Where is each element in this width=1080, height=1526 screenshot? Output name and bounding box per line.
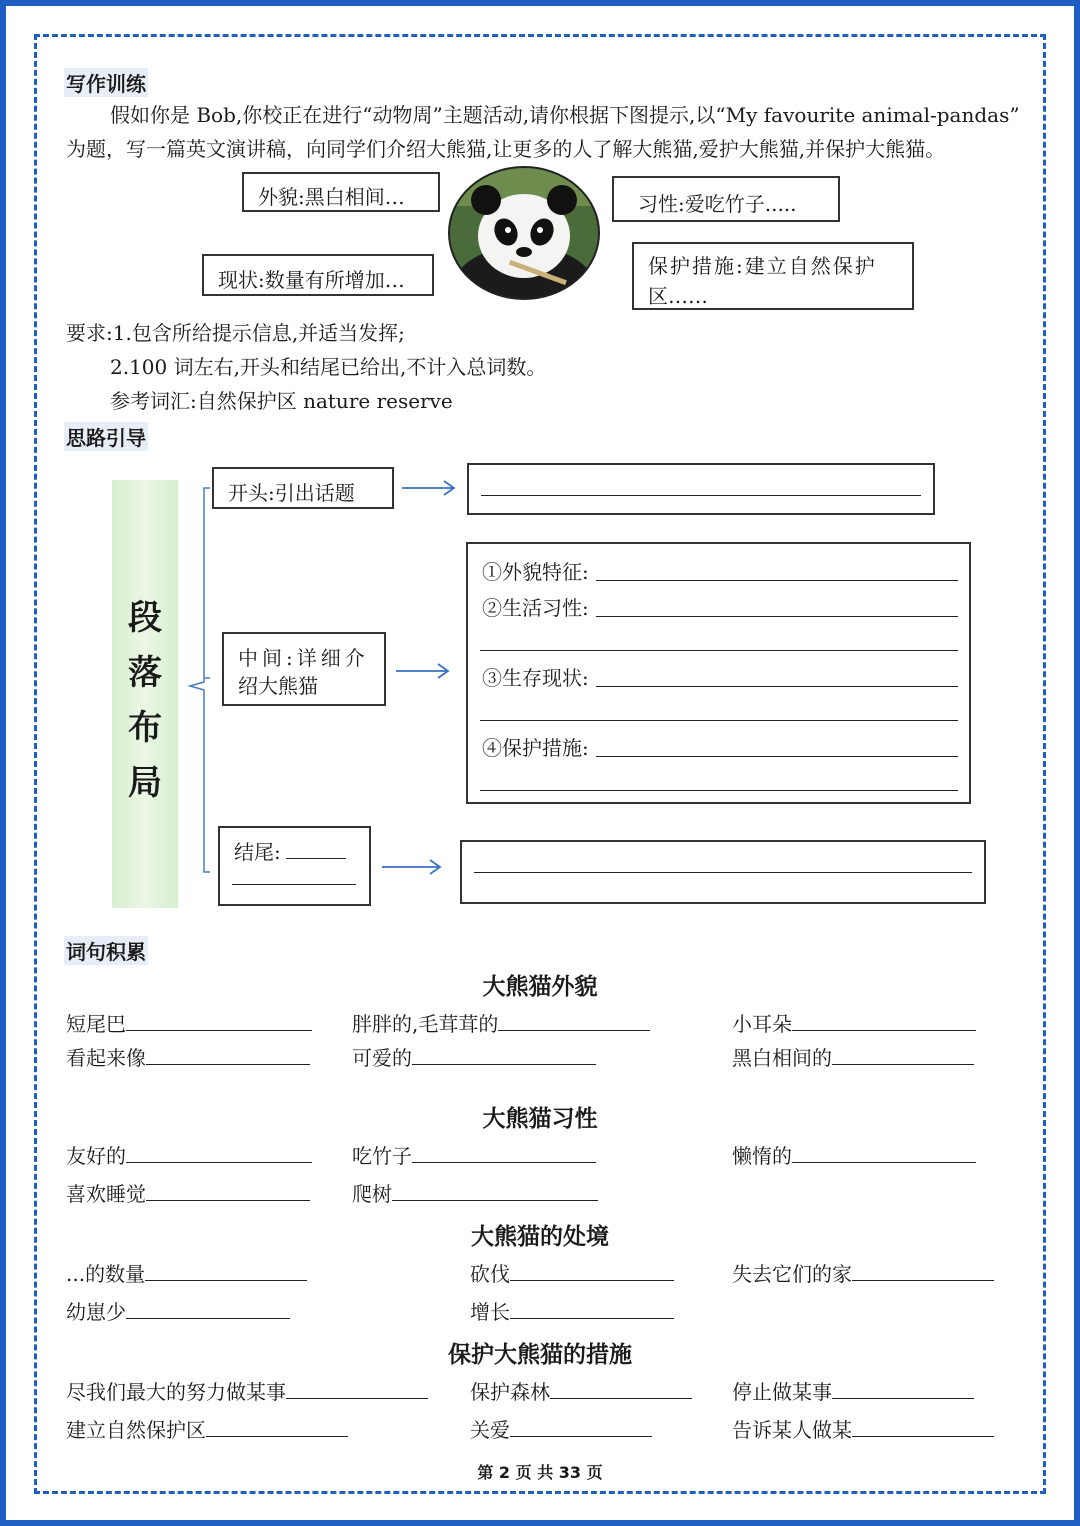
- vocab-item: 爬树: [352, 1178, 598, 1207]
- hint-habit-box: [612, 176, 840, 222]
- vocab-item: 黑白相间的: [732, 1042, 974, 1071]
- ending-box: [218, 826, 371, 906]
- vocab-item: ...的数量: [66, 1258, 307, 1287]
- answer-line: [596, 616, 958, 617]
- hint-habit: 习性:爱吃竹子.....: [638, 192, 797, 216]
- vocab-item: 胖胖的,毛茸茸的: [352, 1008, 650, 1037]
- arrow-right-icon: [400, 478, 458, 498]
- layout-char-1: 段: [128, 598, 162, 638]
- vocab-item: 懒惰的: [732, 1140, 976, 1169]
- vocab-title-measures: 保护大熊猫的措施: [448, 1342, 632, 1368]
- middle-label-line1: 中间:详细介: [238, 646, 369, 670]
- hint-appearance-box: [242, 172, 440, 212]
- layout-bracket: [186, 486, 216, 876]
- vocab-item: 尽我们最大的努力做某事: [66, 1376, 428, 1405]
- middle-box: [222, 632, 386, 706]
- middle-item-4: ④保护措施:: [482, 736, 589, 760]
- vocab-item: 小耳朵: [732, 1008, 976, 1037]
- vocab-item: 幼崽少: [66, 1296, 290, 1325]
- vocab-item: 建立自然保护区: [66, 1414, 348, 1443]
- answer-line: [480, 720, 958, 721]
- vocab-item: 短尾巴: [66, 1008, 312, 1037]
- hint-status-box: [202, 254, 434, 296]
- middle-item-3: ③生存现状:: [482, 666, 589, 690]
- middle-item-2: ②生活习性:: [482, 596, 589, 620]
- section-heading-writing: 写作训练: [64, 68, 148, 97]
- section-heading-vocab: 词句积累: [64, 936, 148, 965]
- requirement-2: 2.100 词左右,开头和结尾已给出,不计入总词数。: [110, 355, 547, 379]
- prompt-line-1: 假如你是 Bob,你校正在进行“动物周”主题活动,请你根据下图提示,以“My favourite animal-pandas”: [110, 103, 1020, 127]
- middle-answer-box: [466, 542, 971, 804]
- answer-line: [596, 686, 958, 687]
- answer-line: [596, 756, 958, 757]
- ending-label: 结尾:: [234, 840, 281, 864]
- answer-line: [596, 580, 958, 581]
- vocab-title-appearance: 大熊猫外貌: [482, 974, 598, 1000]
- paragraph-layout-label-bg: [112, 480, 178, 908]
- layout-char-2: 落: [128, 653, 162, 693]
- vocab-item: 可爱的: [352, 1042, 596, 1071]
- hint-appearance: 外貌:黑白相间…: [258, 185, 405, 209]
- answer-line: [480, 650, 958, 651]
- answer-line: [474, 872, 972, 873]
- vocab-item: 吃竹子: [352, 1140, 596, 1169]
- requirement-3: 参考词汇:自然保护区 nature reserve: [110, 389, 453, 413]
- middle-label-line2: 绍大熊猫: [238, 674, 318, 698]
- vocab-title-habit: 大熊猫习性: [482, 1106, 598, 1132]
- answer-line: [232, 884, 356, 885]
- vocab-item: 停止做某事: [732, 1376, 974, 1405]
- vocab-item: 保护森林: [470, 1376, 692, 1405]
- opening-label: 开头:引出话题: [228, 481, 355, 505]
- prompt-line-2: 为题，写一篇英文演讲稿，向同学们介绍大熊猫,让更多的人了解大熊猫,爱护大熊猫,并保护大熊猫。: [66, 137, 946, 161]
- middle-item-1: ①外貌特征:: [482, 560, 589, 584]
- requirement-1: 要求:1.包含所给提示信息,并适当发挥;: [66, 321, 405, 345]
- vocab-item: 关爱: [470, 1414, 652, 1443]
- answer-line: [481, 495, 921, 496]
- arrow-right-icon: [394, 661, 452, 681]
- vocab-item: 友好的: [66, 1140, 312, 1169]
- vocab-item: 砍伐: [470, 1258, 674, 1287]
- layout-char-3: 布: [128, 708, 162, 748]
- vocab-title-situation: 大熊猫的处境: [471, 1224, 609, 1250]
- hint-protect-line1: 保护措施:建立自然保护: [648, 254, 877, 278]
- ending-answer-box: [460, 840, 986, 904]
- hint-protect-line2: 区……: [648, 284, 708, 308]
- arrow-right-icon: [380, 857, 444, 877]
- vocab-item: 看起来像: [66, 1042, 310, 1071]
- vocab-item: 喜欢睡觉: [66, 1178, 310, 1207]
- panda-image: [448, 166, 600, 300]
- opening-box: [212, 467, 394, 509]
- layout-char-4: 局: [128, 763, 162, 803]
- answer-line: [480, 790, 958, 791]
- page-footer: 第 2 页 共 33 页: [477, 1463, 603, 1482]
- opening-answer-box: [467, 463, 935, 515]
- vocab-item: 增长: [470, 1296, 674, 1325]
- answer-line: [286, 858, 346, 859]
- vocab-item: 告诉某人做某: [732, 1414, 994, 1443]
- vocab-item: 失去它们的家: [732, 1258, 994, 1287]
- hint-status: 现状:数量有所增加…: [218, 268, 405, 292]
- section-heading-thinking: 思路引导: [64, 422, 148, 451]
- hint-protect-box: [632, 242, 914, 310]
